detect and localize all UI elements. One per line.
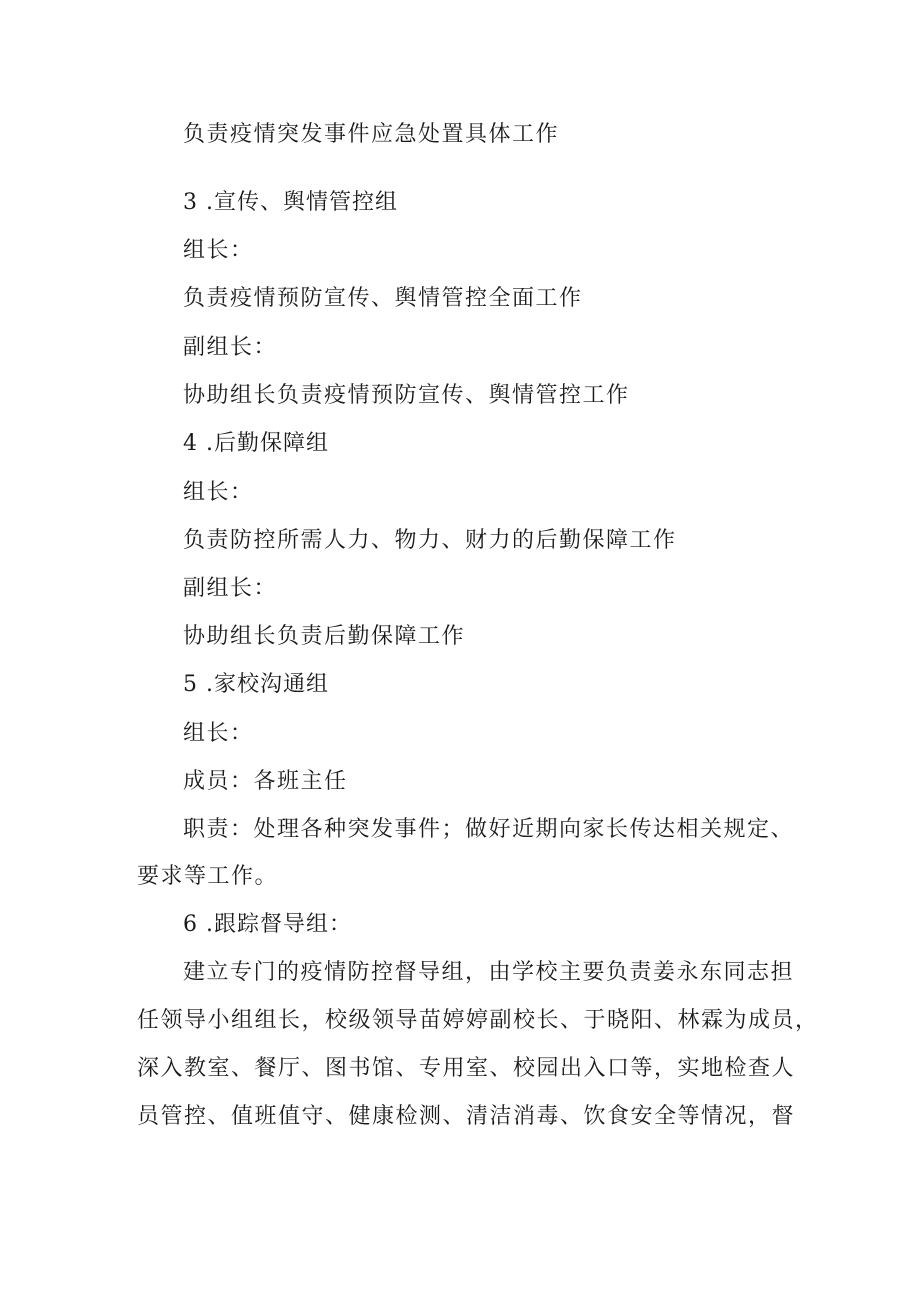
duties-line-continued: 要求等工作。	[137, 864, 279, 889]
section-heading-home-school: 5 .家校沟通组	[183, 672, 329, 697]
members-line: 成员：各班主任	[183, 769, 348, 794]
duties-line: 职责：处理各种突发事件；做好近期向家长传达相关规定、	[183, 817, 795, 842]
role-label-deputy: 副组长：	[183, 576, 278, 601]
role-label-leader: 组长：	[183, 721, 254, 746]
paragraph-line: 任领导小组组长，校级领导苗婷婷副校长、于晓阳、林霖为成员，	[137, 1008, 819, 1033]
duty-line-logistics-leader: 负责防控所需人力、物力、财力的后勤保障工作	[183, 528, 677, 553]
role-label-leader: 组长：	[183, 238, 254, 263]
paragraph-line: 深入教室、餐厅、图书馆、专用室、校园出入口等，实地检查人	[137, 1056, 796, 1081]
section-heading-publicity: 3 .宣传、舆情管控组	[183, 190, 398, 215]
section-heading-supervision: 6 .跟踪督导组：	[183, 912, 352, 937]
duty-line-publicity-deputy: 协助组长负责疫情预防宣传、舆情管控工作	[183, 383, 630, 408]
paragraph-line: 员管控、值班值守、健康检测、清洁消毒、饮食安全等情况，督	[137, 1104, 796, 1129]
duty-line-publicity-leader: 负责疫情预防宣传、舆情管控全面工作	[183, 286, 583, 311]
role-label-leader: 组长：	[183, 480, 254, 505]
section-heading-logistics: 4 .后勤保障组	[183, 431, 329, 456]
duty-line-emergency: 负责疫情突发事件应急处置具体工作	[183, 122, 560, 147]
duty-line-logistics-deputy: 协助组长负责后勤保障工作	[183, 624, 466, 649]
paragraph-line: 建立专门的疫情防控督导组，由学校主要负责姜永东同志担	[183, 960, 795, 985]
role-label-deputy: 副组长：	[183, 335, 278, 360]
